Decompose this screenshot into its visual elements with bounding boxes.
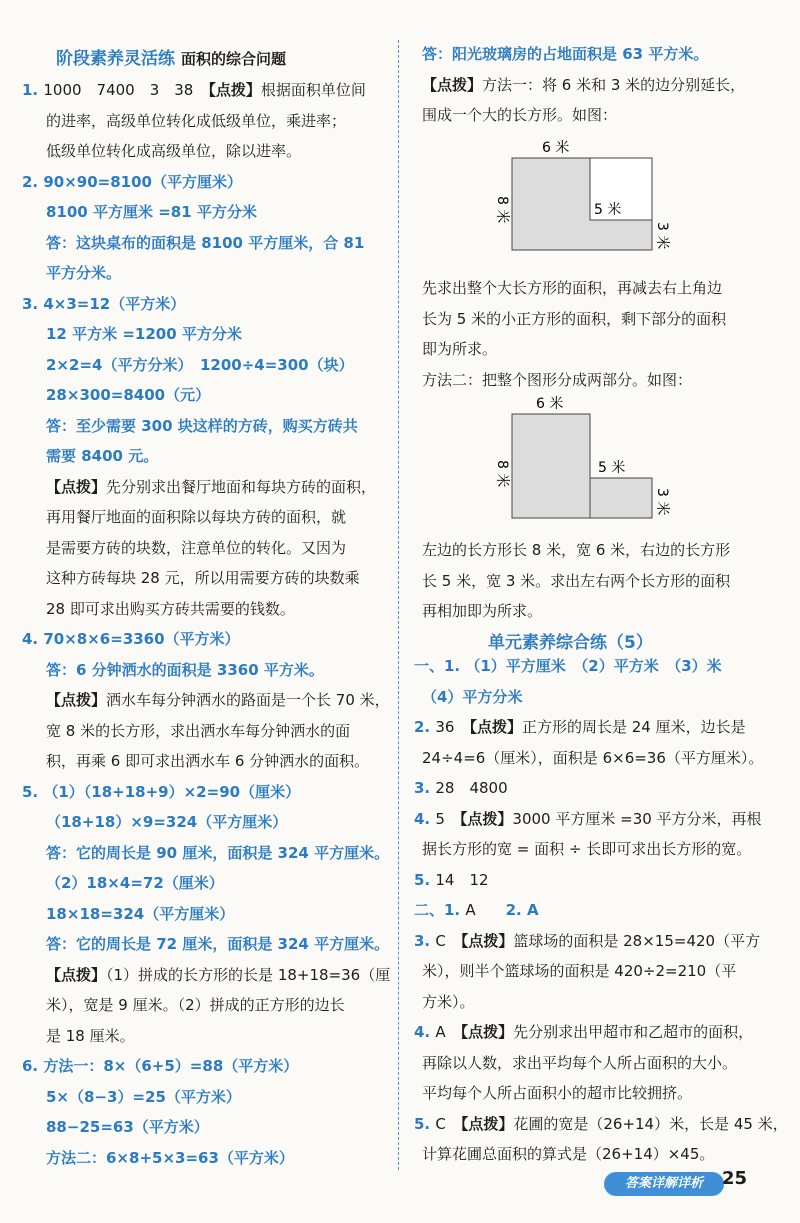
item-number: 2. — [414, 718, 436, 736]
line-text: 8100 平方厘米 =81 平方分米 — [46, 203, 257, 221]
text-line — [22, 1056, 298, 1076]
hint-text: 先分别求出甲超市和乙超市的面积， — [513, 1023, 754, 1041]
text-line — [414, 900, 539, 920]
text-line — [46, 202, 257, 222]
line-text: （1）平方厘米 （2）平方米 （3）米 — [465, 657, 722, 675]
item-number: 6. — [22, 1057, 44, 1075]
answer-badge: 答案详解详析 — [604, 1172, 724, 1196]
text-line — [422, 309, 726, 329]
page-subtitle: 面积的综合问题 — [181, 50, 287, 68]
figure1-inner-label: 5 米 — [594, 202, 622, 218]
text-line — [414, 656, 722, 676]
unit-title: 单元素养综合练（5） — [488, 633, 653, 653]
figure1-left-label: 8 米 — [494, 196, 510, 224]
line-text: 方法二：6×8+5×3=63（平方米） — [46, 1148, 294, 1167]
line-text: 方法一：8×（6+5）=88（平方米） — [43, 1057, 299, 1075]
line-text: 米），则半个篮球场的面积是 420÷2=210（平 — [422, 962, 737, 980]
text-line — [46, 1117, 209, 1137]
line-text: （18+18）×9=324（平方厘米） — [46, 813, 288, 831]
item-number: 3. — [22, 294, 44, 313]
line-text: 5 — [435, 809, 460, 828]
item-number: 4. — [414, 809, 436, 828]
figure-method-two — [490, 394, 690, 524]
line-text: 再相加即为所求。 — [422, 602, 543, 620]
text-line — [414, 809, 762, 829]
figure1-top-label: 6 米 — [542, 140, 570, 156]
line-text: 18×18=324（平方厘米） — [46, 904, 235, 923]
line-text: 围成一个大的长方形。如图： — [422, 106, 618, 124]
text-line — [422, 748, 763, 768]
hint-label: 【点拨】 — [460, 931, 514, 950]
line-text: 方法二：把整个图形分成两部分。如图： — [422, 370, 693, 389]
text-line — [422, 44, 708, 64]
line-text: 答：阳光玻璃房的占地面积是 63 平方米。 — [422, 45, 709, 63]
line-text: 12 平方米 =1200 平方分米 — [46, 325, 242, 343]
figure2-inner-label: 5 米 — [598, 460, 626, 476]
hint-label: 【点拨】 — [208, 81, 261, 99]
text-line — [422, 601, 542, 621]
figure-method-one — [490, 138, 690, 258]
item-number: 5. — [414, 1114, 436, 1133]
text-line — [46, 1026, 135, 1046]
line-text: 方米）。 — [422, 992, 475, 1011]
line-text: 低级单位转化成高级单位，除以进率。 — [46, 142, 302, 160]
line-text: A — [526, 901, 539, 919]
hint-label: 【点拨】 — [46, 691, 107, 709]
item-number: 1. — [22, 81, 44, 99]
line-text: 答：至少需要 300 块这样的方砖，购买方砖共 — [46, 416, 358, 435]
text-line — [414, 931, 760, 951]
text-line — [46, 599, 295, 619]
text-line — [422, 1053, 737, 1073]
text-line — [414, 870, 489, 890]
item-number: 3. — [414, 931, 436, 950]
text-line — [422, 1083, 692, 1103]
line-text: 14 12 — [435, 870, 489, 889]
line-text: 1000 7400 3 38 — [43, 81, 209, 99]
hint-text: 篮球场的面积是 28×15=420（平方 — [513, 931, 761, 950]
text-line — [46, 233, 364, 253]
line-text: 28 即可求出购买方砖共需要的钱数。 — [46, 599, 295, 618]
text-line — [22, 172, 242, 192]
line-text: 5×（8−3）=25（平方米） — [46, 1087, 241, 1106]
line-text: C — [435, 931, 461, 950]
figure2-top-label: 6 米 — [536, 396, 564, 412]
text-line — [422, 105, 617, 125]
line-text: （2）18×4=72（厘米） — [46, 874, 224, 892]
text-line — [46, 873, 224, 893]
hint-text: 花圃的宽是（26+14）米，长是 45 米， — [513, 1114, 788, 1133]
text-line — [46, 843, 389, 863]
hint-text: 根据面积单位间 — [260, 81, 366, 99]
text-line — [22, 294, 185, 314]
page-title: 阶段素养灵活练 面积的综合问题 — [56, 49, 287, 69]
item-number: 4. — [22, 630, 44, 648]
text-line — [46, 965, 390, 985]
line-text: 计算花圃总面积的算式是（26+14）×45。 — [422, 1145, 715, 1163]
line-text: 平方分米。 — [46, 264, 122, 282]
figure2-left-label: 8 米 — [494, 460, 510, 488]
hint-text: 先分别求出餐厅地面和每块方砖的面积， — [106, 477, 377, 496]
line-text: 先求出整个大长方形的面积，再减去右上角边 — [422, 279, 723, 297]
right-rectangle — [590, 478, 652, 518]
text-line — [422, 992, 475, 1012]
line-text: 米），宽是 9 厘米。（2）拼成的正方形的边长 — [46, 996, 345, 1014]
text-line — [46, 1087, 241, 1107]
hint-label: 【点拨】 — [46, 965, 107, 984]
line-text: 70×8×6=3360（平方米） — [43, 630, 240, 648]
hint-text: 洒水车每分钟洒水的路面是一个长 70 米， — [106, 691, 390, 709]
text-line — [422, 75, 745, 95]
text-line — [422, 540, 730, 560]
text-line — [46, 141, 301, 161]
text-line — [46, 477, 376, 497]
text-line — [46, 1148, 294, 1168]
line-text: 是需要方砖的块数，注意单位的转化。又因为 — [46, 538, 347, 557]
line-text: 再除以人数，求出平均每个人所占面积的大小。 — [422, 1053, 738, 1072]
line-text: 36 — [435, 718, 470, 736]
line-text: 宽 8 米的长方形，求出洒水车每分钟洒水的面 — [46, 721, 351, 740]
text-line — [422, 687, 522, 707]
text-line — [414, 778, 508, 798]
line-text: 28 4800 — [435, 779, 508, 797]
figure1-right-label: 3 米 — [654, 222, 670, 250]
hint-label: 【点拨】 — [46, 477, 107, 496]
text-line — [46, 995, 345, 1015]
line-text: 的进率，高级单位转化成低级单位，乘进率； — [46, 111, 347, 130]
text-line — [46, 324, 242, 344]
item-number: 2. — [505, 901, 527, 919]
hint-label: 【点拨】 — [469, 718, 522, 736]
line-text: 90×90=8100（平方厘米） — [43, 172, 242, 191]
line-text: 长 5 米，宽 3 米。求出左右两个长方形的面积 — [422, 571, 731, 590]
text-line — [46, 568, 360, 588]
hint-text: 3000 平方厘米 =30 平方分米，再根 — [512, 809, 762, 828]
line-text: 答：它的周长是 90 厘米，面积是 324 平方厘米。 — [46, 843, 390, 862]
line-text: 这种方砖每块 28 元，所以用需要方砖的块数乘 — [46, 569, 360, 587]
hint-text: 正方形的周长是 24 厘米，边长是 — [521, 718, 746, 736]
line-text: 平均每个人所占面积小的超市比较拥挤。 — [422, 1084, 693, 1102]
line-text: （1）（18+18+9）×2=90（厘米） — [43, 782, 301, 801]
line-text: 88−25=63（平方米） — [46, 1118, 209, 1136]
line-text: C — [435, 1114, 461, 1133]
text-line — [422, 370, 692, 390]
text-line — [46, 812, 287, 832]
line-text: 再用餐厅地面的面积除以每块方砖的面积，就 — [46, 508, 347, 526]
text-line — [46, 751, 369, 771]
text-line — [46, 416, 358, 436]
text-line — [46, 934, 389, 954]
text-line — [46, 538, 346, 558]
line-text: A — [465, 901, 506, 919]
line-text: 28×300=8400（元） — [46, 386, 211, 404]
text-line — [46, 385, 210, 405]
text-line — [46, 690, 390, 710]
item-number: 二、1. — [414, 901, 466, 919]
text-line — [422, 961, 736, 981]
figure2-right-label: 3 米 — [654, 488, 670, 516]
hint-text: （1）拼成的长方形的长是 18+18=36（厘 — [106, 965, 391, 984]
text-line — [414, 1022, 753, 1042]
line-text: A — [435, 1023, 461, 1041]
hint-label: 【点拨】 — [460, 1114, 514, 1133]
text-line — [22, 629, 240, 649]
text-line — [46, 111, 346, 131]
line-text: 2×2=4（平方分米） 1200÷4=300（块） — [46, 355, 354, 374]
text-line — [46, 721, 350, 741]
line-text: 是 18 厘米。 — [46, 1026, 135, 1045]
line-text: 答：这块桌布的面积是 8100 平方厘米，合 81 — [46, 233, 365, 252]
item-number: 2. — [22, 172, 44, 191]
left-rectangle — [512, 414, 590, 518]
item-number: 一、1. — [414, 657, 466, 675]
text-line — [422, 839, 751, 859]
item-number: 3. — [414, 779, 436, 797]
line-text: （4）平方分米 — [422, 687, 523, 706]
line-text: 24÷4=6（厘米），面积是 6×6=36（平方厘米）。 — [422, 748, 764, 767]
item-number: 5. — [414, 870, 436, 889]
text-line — [414, 717, 746, 737]
text-line — [422, 339, 497, 359]
line-text: 积，再乘 6 即可求出洒水车 6 分钟洒水的面积。 — [46, 752, 370, 770]
text-line — [422, 1144, 714, 1164]
line-text: 答：它的周长是 72 厘米，面积是 324 平方厘米。 — [46, 935, 390, 953]
hint-label: 【点拨】 — [460, 1023, 514, 1041]
text-line — [46, 355, 354, 375]
line-text: 需要 8400 元。 — [46, 447, 159, 465]
line-text: 左边的长方形长 8 米，宽 6 米，右边的长方形 — [422, 541, 731, 559]
text-line — [46, 660, 324, 680]
text-line — [422, 278, 722, 298]
text-line — [46, 263, 121, 283]
line-text: 长为 5 米的小正方形的面积，剩下部分的面积 — [422, 309, 727, 328]
item-number: 4. — [414, 1023, 436, 1041]
text-line — [46, 904, 234, 924]
text-line — [22, 80, 366, 100]
item-number: 5. — [22, 782, 44, 801]
line-text: 4×3=12（平方米） — [43, 294, 186, 313]
line-text: 据长方形的宽 = 面积 ÷ 长即可求出长方形的宽。 — [422, 840, 752, 858]
line-text: 答：6 分钟洒水的面积是 3360 平方米。 — [46, 660, 324, 679]
text-line — [46, 507, 346, 527]
column-divider — [398, 40, 399, 1170]
text-line — [414, 1114, 788, 1134]
text-line — [46, 446, 158, 466]
hint-text: 方法一：将 6 米和 3 米的边分别延长， — [482, 75, 746, 94]
hint-label: 【点拨】 — [422, 75, 483, 94]
line-text: 即为所求。 — [422, 340, 498, 358]
text-line — [422, 571, 730, 591]
page-number: 25 — [722, 1168, 748, 1189]
text-line — [22, 782, 300, 802]
hint-label: 【点拨】 — [459, 809, 513, 828]
